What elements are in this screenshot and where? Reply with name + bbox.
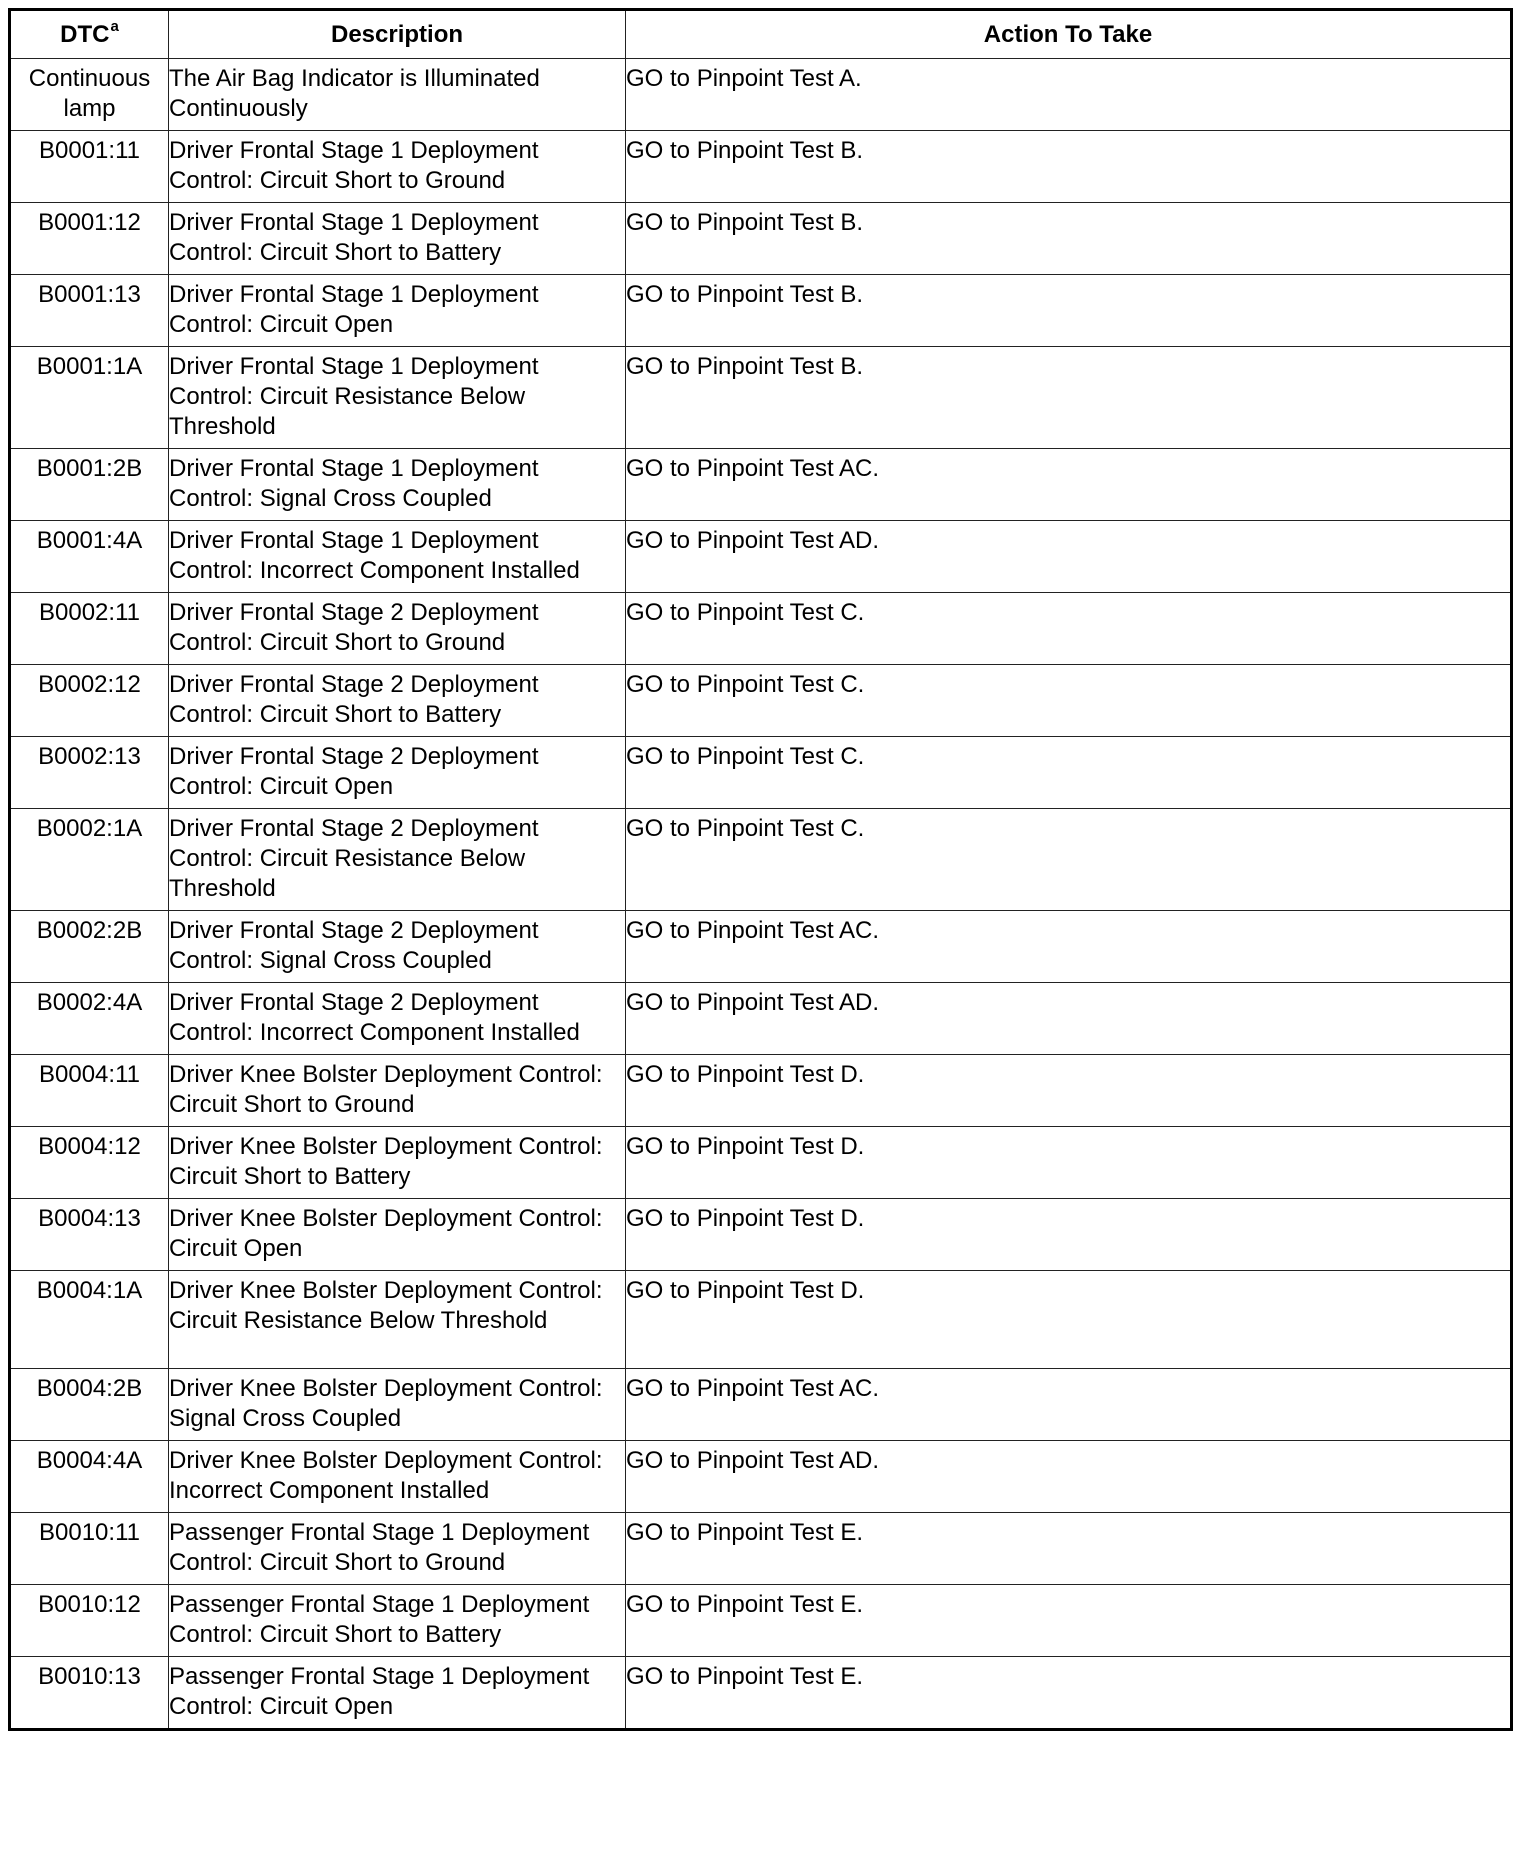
dtc-code-cell: B0001:1A [10,347,169,449]
action-cell: GO to Pinpoint Test B. [626,203,1512,275]
action-cell: GO to Pinpoint Test D. [626,1055,1512,1127]
table-row [10,131,1512,203]
table-row [10,1199,1512,1271]
description-cell: Driver Frontal Stage 1 Deployment Control: Signal Cross Coupled [169,449,626,521]
table-row [10,1513,1512,1585]
table-row [10,1657,1512,1730]
header-row [10,10,1512,59]
description-cell: Driver Frontal Stage 2 Deployment Control: Circuit Open [169,737,626,809]
dtc-code-cell: B0010:13 [10,1657,169,1730]
dtc-code-cell: B0004:11 [10,1055,169,1127]
action-cell: GO to Pinpoint Test D. [626,1199,1512,1271]
description-cell: Driver Frontal Stage 1 Deployment Control: Circuit Open [169,275,626,347]
dtc-code-cell: B0001:12 [10,203,169,275]
dtc-code-cell: B0001:2B [10,449,169,521]
table-row [10,1055,1512,1127]
action-cell: GO to Pinpoint Test B. [626,275,1512,347]
action-cell: GO to Pinpoint Test AC. [626,449,1512,521]
table-row [10,983,1512,1055]
description-cell: Driver Frontal Stage 1 Deployment Control: Circuit Short to Battery [169,203,626,275]
table-row [10,911,1512,983]
dtc-code-cell: B0010:11 [10,1513,169,1585]
table-row [10,809,1512,911]
dtc-code-cell: B0001:4A [10,521,169,593]
action-cell: GO to Pinpoint Test E. [626,1657,1512,1730]
table-row [10,275,1512,347]
table-row [10,1127,1512,1199]
action-cell: GO to Pinpoint Test AD. [626,983,1512,1055]
description-cell: Driver Knee Bolster Deployment Control: Circuit Resistance Below Threshold [169,1271,626,1369]
header-description: Description [169,10,626,59]
dtc-code-cell: B0010:12 [10,1585,169,1657]
table-row [10,737,1512,809]
description-cell: Driver Knee Bolster Deployment Control: Circuit Short to Battery [169,1127,626,1199]
dtc-code-cell: B0004:4A [10,1441,169,1513]
dtc-code-cell: B0002:1A [10,809,169,911]
header-dtc-footnote: a [110,18,119,35]
table-row [10,521,1512,593]
description-cell: Driver Knee Bolster Deployment Control: Circuit Short to Ground [169,1055,626,1127]
header-dtc [10,10,169,59]
table-header [10,10,1512,59]
action-cell: GO to Pinpoint Test AC. [626,911,1512,983]
dtc-code-cell: B0002:2B [10,911,169,983]
action-cell: GO to Pinpoint Test B. [626,347,1512,449]
table-row [10,1441,1512,1513]
action-cell: GO to Pinpoint Test B. [626,131,1512,203]
description-cell: Driver Frontal Stage 1 Deployment Control: Circuit Resistance Below Threshold [169,347,626,449]
header-dtc-label: DTC [60,21,110,48]
description-cell: Driver Knee Bolster Deployment Control: Signal Cross Coupled [169,1369,626,1441]
action-cell: GO to Pinpoint Test D. [626,1271,1512,1369]
table-row [10,203,1512,275]
description-cell: Driver Frontal Stage 2 Deployment Control: Incorrect Component Installed [169,983,626,1055]
dtc-code-cell: B0002:12 [10,665,169,737]
dtc-code-cell: B0001:11 [10,131,169,203]
description-cell: Driver Frontal Stage 2 Deployment Control: Circuit Short to Battery [169,665,626,737]
dtc-code-cell: B0004:12 [10,1127,169,1199]
action-cell: GO to Pinpoint Test C. [626,593,1512,665]
dtc-code-cell: B0002:11 [10,593,169,665]
action-cell: GO to Pinpoint Test D. [626,1127,1512,1199]
action-cell: GO to Pinpoint Test E. [626,1513,1512,1585]
action-cell: GO to Pinpoint Test C. [626,737,1512,809]
table-body [10,59,1512,1730]
dtc-code-cell: Continuous lamp [10,59,169,131]
description-cell: Passenger Frontal Stage 1 Deployment Control: Circuit Open [169,1657,626,1730]
table-row [10,59,1512,131]
description-cell: Passenger Frontal Stage 1 Deployment Control: Circuit Short to Battery [169,1585,626,1657]
description-cell: Driver Knee Bolster Deployment Control: Incorrect Component Installed [169,1441,626,1513]
action-cell: GO to Pinpoint Test C. [626,665,1512,737]
description-cell: Driver Frontal Stage 2 Deployment Control: Circuit Resistance Below Threshold [169,809,626,911]
description-cell: Driver Frontal Stage 2 Deployment Control: Circuit Short to Ground [169,593,626,665]
description-cell: The Air Bag Indicator is Illuminated Continuously [169,59,626,131]
action-cell: GO to Pinpoint Test E. [626,1585,1512,1657]
table-row [10,665,1512,737]
table-row [10,1271,1512,1369]
dtc-code-cell: B0004:2B [10,1369,169,1441]
header-action: Action To Take [626,10,1512,59]
dtc-code-cell: B0002:4A [10,983,169,1055]
dtc-table [8,8,1513,1731]
description-cell: Passenger Frontal Stage 1 Deployment Control: Circuit Short to Ground [169,1513,626,1585]
action-cell: GO to Pinpoint Test AC. [626,1369,1512,1441]
table-row [10,347,1512,449]
table-row [10,1369,1512,1441]
action-cell: GO to Pinpoint Test AD. [626,521,1512,593]
description-cell: Driver Frontal Stage 2 Deployment Control: Signal Cross Coupled [169,911,626,983]
description-cell: Driver Frontal Stage 1 Deployment Control: Incorrect Component Installed [169,521,626,593]
action-cell: GO to Pinpoint Test C. [626,809,1512,911]
description-cell: Driver Knee Bolster Deployment Control: Circuit Open [169,1199,626,1271]
table-row [10,593,1512,665]
table-row [10,449,1512,521]
dtc-code-cell: B0002:13 [10,737,169,809]
description-cell: Driver Frontal Stage 1 Deployment Control: Circuit Short to Ground [169,131,626,203]
table-row [10,1585,1512,1657]
dtc-code-cell: B0004:13 [10,1199,169,1271]
action-cell: GO to Pinpoint Test A. [626,59,1512,131]
dtc-code-cell: B0001:13 [10,275,169,347]
action-cell: GO to Pinpoint Test AD. [626,1441,1512,1513]
dtc-code-cell: B0004:1A [10,1271,169,1369]
